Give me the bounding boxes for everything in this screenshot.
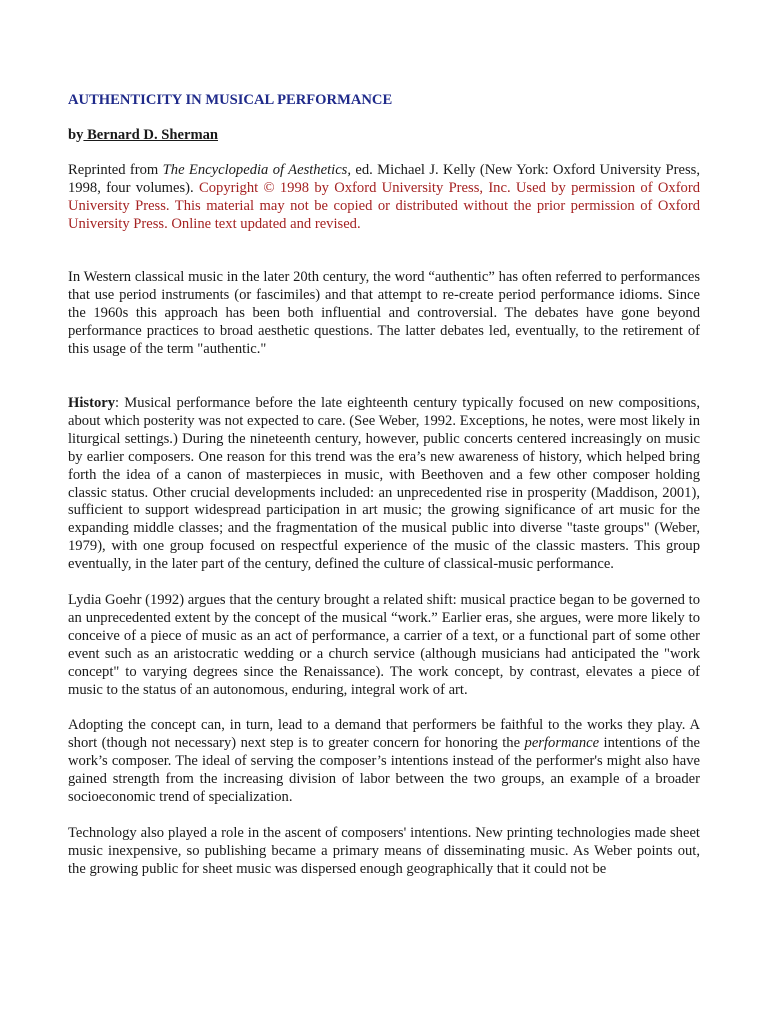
- goehr-paragraph: Lydia Goehr (1992) argues that the century brought a related shift: musical practice began to be governed to an unprecedented extent by the concept of the musical “work.” Earlier eras, she argues, were more likely to conceive of a piece of music as an act of performance, a carrier of a text, or a functional part of some other event such as an aristocratic wedding or a church service (although musicians had anticipated the "work concept" to varying degrees since the Renaissance). The work concept, by contrast, elevates a piece of music to the status of an autonomous, enduring, integral work of art.: [68, 592, 700, 698]
- spacer: [68, 699, 700, 717]
- book-title: The Encyclopedia of Aesthetics,: [162, 161, 351, 178]
- adopting-before: Adopting the concept can, in turn, lead to a demand that performers be faithful to the works they play. A short (though not necessary) next step is to greater concern for honoring the: [68, 717, 700, 752]
- spacer: [68, 359, 700, 395]
- byline: [68, 127, 700, 145]
- technology-paragraph: Technology also played a role in the ascent of composers' intentions. New printing technologies made sheet music inexpensive, so publishing became a primary means of disseminating music. As Weber points out, the growing public for sheet music was dispersed enough geographically that it could not be: [68, 825, 700, 877]
- article-title: AUTHENTICITY IN MUSICAL PERFORMANCE: [68, 92, 393, 108]
- history-text: : Musical performance before the late eighteenth century typically focused on new compositions, about which posterity was not expected to care. (See Weber, 1992. Exceptions, he notes, were most likely in liturgical settings.) During the nineteenth century, however, public concerts centered increasingly on music by earlier composers. One reason for this trend was the era’s new awareness of history, which helped bring forth the idea of a canon of masterpieces in music, with Beethoven and a few other composer holding classic status. Other crucial developments included: an unprecedented rise in prosperity (Maddison, 2001), sufficient to support widespread participation in art music; the growing significance of art music for the expanding middle classes; and the fragmentation of the musical public into diverse "taste groups" (Weber, 1979), with one group focused on respectful experience of the music of the classic masters. This group eventually, in the later part of the century, defined the culture of classical-music performance.: [68, 394, 700, 573]
- intro-paragraph: In Western classical music in the later 20th century, the word “authentic” has often referred to performances that use period instruments (or fascimiles) and that attempt to re-create period performance idioms. Since the 1960s this approach has been both influential and controversial. The debates have gone beyond performance practices to broad aesthetic questions. The latter debates led, eventually, to the retirement of this usage of the term "authentic.": [68, 269, 700, 358]
- adopting-after: intentions of the work’s composer. The ideal of serving the composer’s intentions instead of the performer's might also have gained strength from the increasing division of labor between the two groups, an example of a broader socioeconomic trend of specialization.: [68, 735, 700, 806]
- author-link[interactable]: Bernard D. Sherman: [83, 126, 219, 143]
- spacer: [68, 233, 700, 269]
- reprint-tail: ed. Michael J. Kelly (New York: Oxford University Press, 1998, four volumes).: [68, 161, 701, 196]
- reprint-lead: Reprinted from: [68, 161, 163, 178]
- byline-prefix: by: [68, 126, 84, 143]
- article-body: [68, 92, 700, 879]
- history-heading: History: [68, 394, 116, 411]
- emphasis-performance: performance: [524, 735, 600, 752]
- spacer: [68, 574, 700, 592]
- spacer: [68, 807, 700, 825]
- copyright-notice: Copyright © 1998 by Oxford University Press, Inc. Used by permission of Oxford University Press. This material may not be copied or distributed without the prior permission of Oxford University Press. Online text updated and revised.: [68, 179, 701, 232]
- history-paragraph: [68, 395, 700, 574]
- adopting-paragraph: [68, 717, 700, 807]
- reprint-notice: [68, 162, 700, 234]
